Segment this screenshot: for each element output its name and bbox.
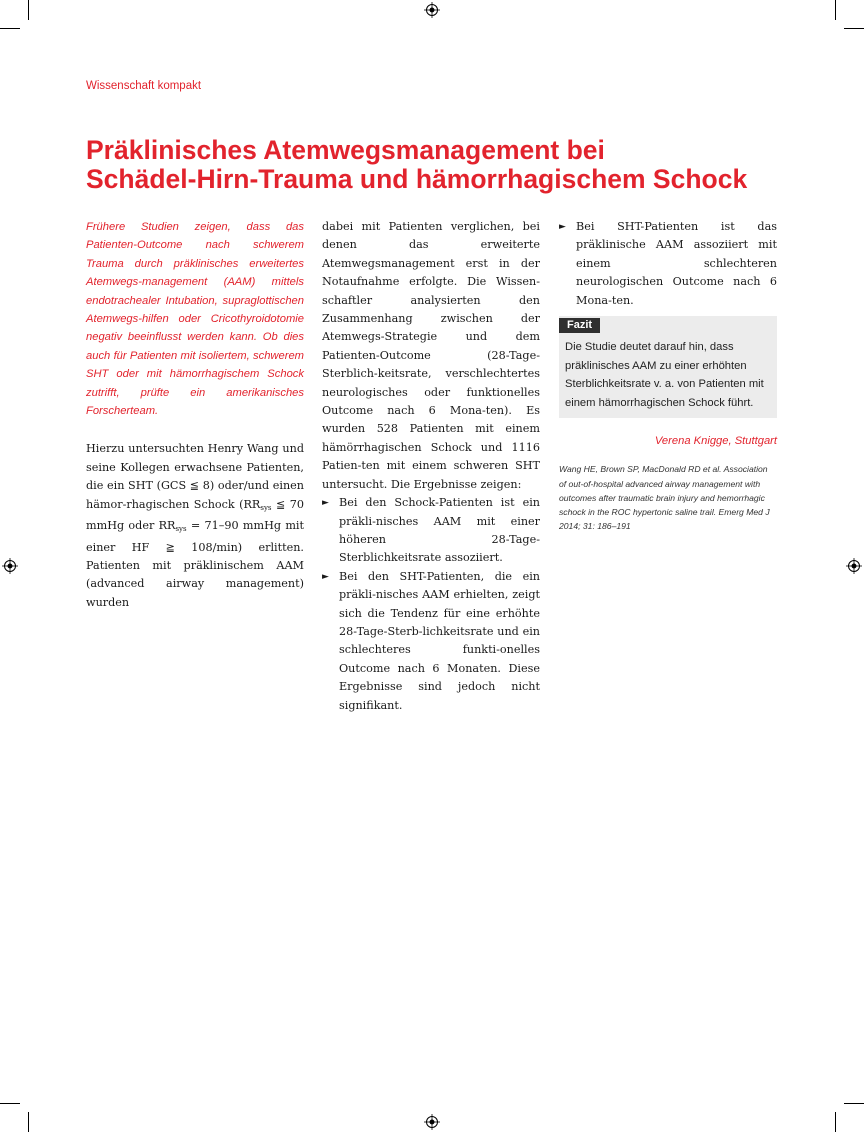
body-text-b: ≦ 70 mmHg oder RR bbox=[86, 497, 304, 533]
column-2 bbox=[322, 218, 540, 715]
crop-mark-icon bbox=[28, 1112, 29, 1132]
fazit-text: Die Studie deutet darauf hin, dass präklinisches AAM zu einer erhöhten Sterblichkeitsrate v. a. von Patienten mit einem hämorrhagischen Schock führt. bbox=[565, 341, 764, 409]
crop-mark-icon bbox=[0, 1103, 20, 1104]
crop-mark-icon bbox=[835, 1112, 836, 1132]
registration-mark-icon bbox=[2, 558, 18, 574]
results-list-continued bbox=[559, 218, 777, 310]
article-title-line-2: Schädel-Hirn-Trauma und hämorrhagischem Schock bbox=[86, 164, 748, 194]
arrow-bullet-icon: ► bbox=[322, 571, 329, 582]
subscript-sys-2: sys bbox=[175, 525, 187, 534]
body-paragraph-col1 bbox=[86, 440, 304, 612]
arrow-bullet-icon: ► bbox=[322, 498, 329, 509]
list-item: ► Bei SHT-Patienten ist das präklinische AAM assoziiert mit einem schlechteren neurologischen Outcome nach 6 Mona-ten. bbox=[559, 220, 777, 307]
column-3 bbox=[559, 218, 777, 533]
body-text-c: = 71–90 mmHg mit einer HF ≧ 108/min) erlitten. Patienten mit präklinischem AAM (advanced airway management) wurden bbox=[86, 519, 304, 609]
results-list bbox=[322, 494, 540, 715]
reference-citation: Wang HE, Brown SP, MacDonald RD et al. Association of out-of-hospital advanced airway management with outcomes after traumatic brain injury and hemorrhagic schock in the ROC hypertonic saline trail. Emerg Med J 2014; 31: 186–191 bbox=[559, 464, 770, 532]
crop-mark-icon bbox=[844, 1103, 864, 1104]
registration-mark-icon bbox=[846, 558, 862, 574]
body-text-a: Hierzu untersuchten Henry Wang und seine Kollegen erwachsene Patienten, die ein SHT (GCS ≦ 8) oder/und einen hämor-rhagischen Schock (RR bbox=[86, 442, 304, 511]
list-item: ► Bei den Schock-Patienten ist ein präkli-nisches AAM mit einer höheren 28-Tage-Sterblichkeitsrate assoziiert. bbox=[322, 496, 540, 565]
column-1 bbox=[86, 218, 304, 612]
crop-mark-icon bbox=[835, 0, 836, 20]
list-item: ► Bei den SHT-Patienten, die ein präkli-nisches AAM erhielten, zeigt sich die Tendenz für eine erhöhte 28-Tage-Sterb-lichkeitsrate und ein schlechteres funkti-onelles Outcome nach 6 Monaten. Diese Ergebnisse sind jedoch nicht signifikant. bbox=[322, 569, 540, 712]
article-title bbox=[86, 136, 786, 194]
fazit-box bbox=[559, 316, 777, 418]
body-paragraph-col2: dabei mit Patienten verglichen, bei denen das erweiterte Atemwegsmanagement erst in der Notaufnahme erfolgte. Die Wissen-schaftler analysierten den Zusammenhang zwischen der Atemwegs-Strategie und dem Patienten-Outcome (28-Tage-Sterblich-keitsrate, verschlechtertes neurologisches oder funktionelles Outcome nach 6 Mona-ten). Es wurden 528 Patienten mit einem hämörrhagischen Schock und 1116 Patien-ten mit einem schweren SHT untersucht. Die Ergebnisse zeigen: bbox=[322, 220, 540, 491]
arrow-bullet-icon: ► bbox=[559, 222, 566, 232]
lead-paragraph: Frühere Studien zeigen, dass das Patienten-Outcome nach schwerem Trauma durch präklinisches erweitertes Atemwegs-management (AAM) mittels endotrachealer Intubation, supraglottischen Atemwegs-hilfen oder Cricothyroidotomie negativ beeinflusst werden kann. Ob dies auch für Patienten mit isoliertem, schwerem SHT oder mit hämorrhagischem Schock zutrifft, prüfte ein amerikanisches Forscherteam. bbox=[86, 221, 304, 418]
registration-mark-icon bbox=[424, 1114, 440, 1130]
crop-mark-icon bbox=[28, 0, 29, 20]
fazit-label: Fazit bbox=[559, 318, 600, 333]
author-line: Verena Knigge, Stuttgart bbox=[654, 435, 777, 448]
subscript-sys-1: sys bbox=[260, 503, 272, 512]
crop-mark-icon bbox=[844, 28, 864, 29]
registration-mark-icon bbox=[424, 2, 440, 18]
article-title-line-1: Präklinisches Atemwegsmanagement bei bbox=[86, 135, 605, 165]
running-head: Wissenschaft kompakt bbox=[86, 80, 202, 92]
crop-mark-icon bbox=[0, 28, 20, 29]
